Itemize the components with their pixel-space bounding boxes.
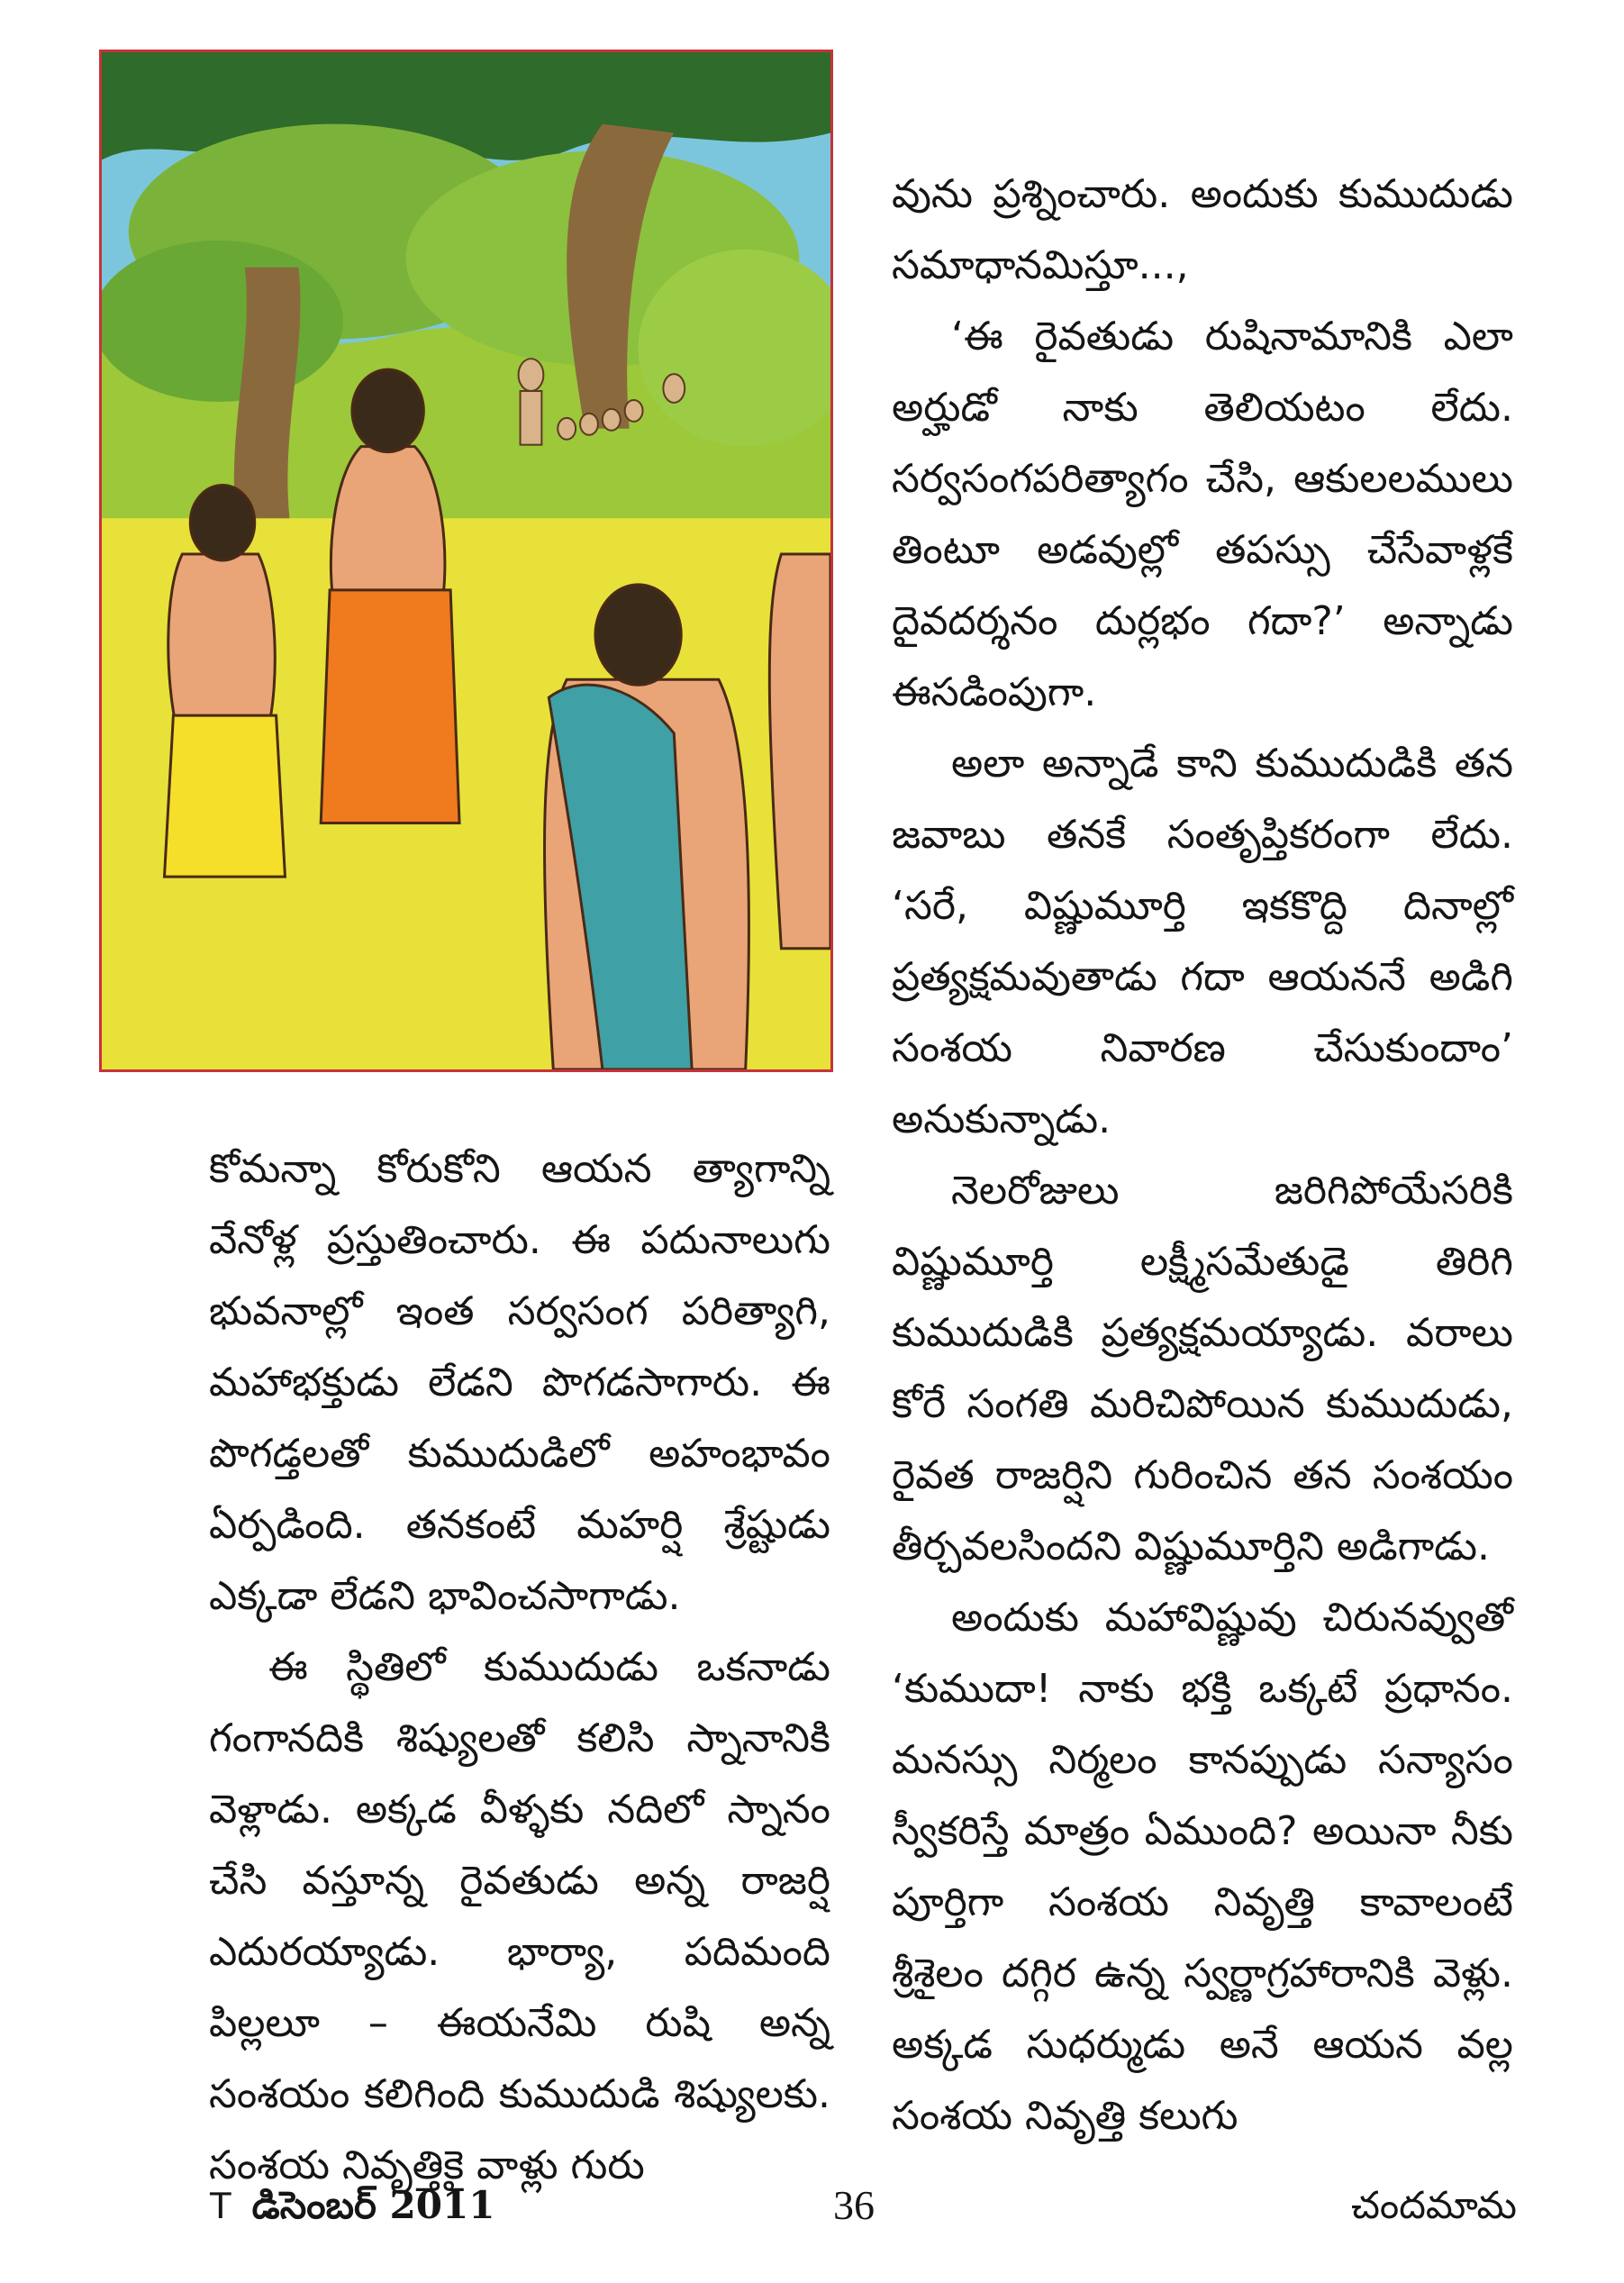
article-column-left [209, 1133, 830, 2201]
page-number: 36 [833, 2182, 875, 2228]
footer-mark: T [209, 2184, 232, 2226]
paragraph: అందుకు మహావిష్ణువు చిరునవ్వుతో ‘కుముదా! నాకు భక్తి ఒక్కటే ప్రధానం. మనస్సు నిర్మలం కానప్పుడు సన్యాసం స్వీకరిస్తే మాత్రం ఏముంది? అయినా నీకు పూర్తిగా సంశయ నివృత్తి కావాలంటే శ్రీశైలం దగ్గిర ఉన్న స్వర్ణాగ్రహారానికి వెళ్లు. అక్కడ సుధర్ముడు అనే ఆయన వల్ల సంశయ నివృత్తి కలుగు [892, 1595, 1513, 2139]
illustration-art [102, 52, 830, 1069]
paragraph: అలా అన్నాడే కాని కుముదుడికి తన జవాబు తనకే సంతృప్తికరంగా లేదు. ‘సరే, విష్ణుమూర్తి ఇకకొద్ది దినాల్లో ప్రత్యక్షమవుతాడు గదా ఆయననే అడిగి సంశయ నివారణ చేసుకుందాం’ అనుకున్నాడు. [892, 741, 1513, 1142]
paragraph: వును ప్రశ్నించారు. అందుకు కుముదుడు సమాధానమిస్తూ..., [892, 171, 1513, 288]
magazine-name: చందమామ [1351, 2183, 1517, 2227]
paragraph: ‘ఈ రైవతుడు రుషినామానికి ఎలా అర్హుడో నాకు తెలియటం లేదు. సర్వసంగపరిత్యాగం చేసి, ఆకులలములు తింటూ అడవుల్లో తపస్సు చేసేవాళ్లకే దైవదర్శనం దుర్లభం గదా?’ అన్నాడు ఈసడింపుగా. [892, 314, 1513, 715]
story-illustration [99, 50, 833, 1072]
footer-issue [209, 2178, 494, 2233]
footer-issue-date: డిసెంబర్ 2011 [251, 2183, 495, 2227]
paragraph: ఈ స్థితిలో కుముదుడు ఒకనాడు గంగానదికి శిష్యులతో కలిసి స్నానానికి వెళ్లాడు. అక్కడ వీళ్ళకు నదిలో స్నానం చేసి వస్తూన్న రైవతుడు అన్న రాజర్షి ఎదురయ్యాడు. భార్యా, పదిమంది పిల్లలూ – ఈయనేమి రుషి అన్న సంశయం కలిగింది కుముదుడి శిష్యులకు. సంశయ నివృత్తికై వాళ్లు గురు [209, 1644, 830, 2188]
paragraph: నెలరోజులు జరిగిపోయేసరికి విష్ణుమూర్తి లక్ష్మీసమేతుడై తిరిగి కుముదుడికి ప్రత్యక్షమయ్యాడు. వరాలు కోరే సంగతి మరిచిపోయిన కుముదుడు, రైవత రాజర్షిని గురించిన తన సంశయం తీర్చవలసిందని విష్ణుమూర్తిని అడిగాడు. [892, 1168, 1513, 1569]
paragraph: కోమన్నా కోరుకోని ఆయన త్యాగాన్ని వేనోళ్ల ప్రస్తుతించారు. ఈ పదునాలుగు భువనాల్లో ఇంత సర్వసంగ పరిత్యాగి, మహాభక్తుడు లేడని పొగడసాగారు. ఈ పొగడ్తలతో కుముదుడిలో అహంభావం ఏర్పడింది. తనకంటే మహర్షి శ్రేష్టుడు ఎక్కడా లేడని భావించసాగాడు. [209, 1146, 830, 1619]
article-column-right [892, 159, 1513, 2151]
